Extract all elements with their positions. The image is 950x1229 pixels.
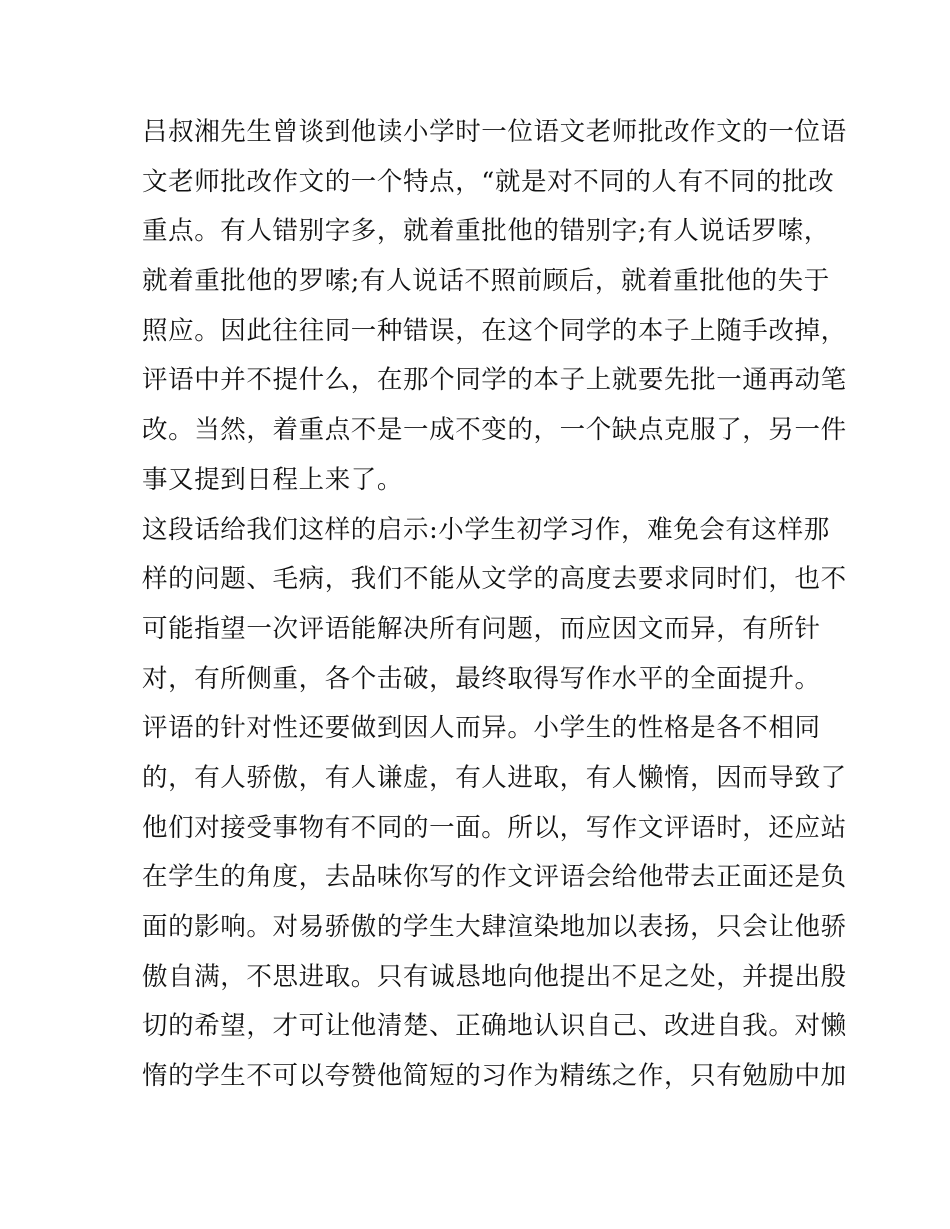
- text-line: 照应。因此往往同一种错误，在这个同学的本子上随手改掉，: [142, 315, 847, 346]
- text-line: 文老师批改作文的一个特点，“就是对不同的人有不同的批改: [142, 166, 835, 197]
- text-line: 这段话给我们这样的启示:小学生初学习作，难免会有这样那: [142, 514, 830, 545]
- text-line: 他们对接受事物有不同的一面。所以，写作文评语时，还应站: [142, 812, 847, 843]
- text-line: 事又提到日程上来了。: [142, 464, 404, 495]
- text-line: 评语的针对性还要做到因人而异。小学生的性格是各不相同: [142, 713, 821, 744]
- text-line: 改。当然，着重点不是一成不变的，一个缺点克服了，另一件: [142, 415, 847, 446]
- text-line: 吕叔湘先生曾谈到他读小学时一位语文老师批改作文的一位语: [142, 117, 847, 147]
- text-line: 面的影响。对易骄傲的学生大肆渲染地加以表扬，只会让他骄: [142, 912, 847, 942]
- body-text: [142, 108, 847, 1102]
- text-line: 惰的学生不可以夸赞他简短的习作为精练之作，只有勉励中加: [142, 1061, 847, 1092]
- text-line: 重点。有人错别字多，就着重批他的错别字;有人说话罗嗦，: [142, 216, 830, 247]
- text-line: 傲自满，不思进取。只有诚恳地向他提出不足之处，并提出殷: [142, 961, 847, 992]
- text-line: 在学生的角度，去品味你写的作文评语会给他带去正面还是负: [142, 862, 847, 893]
- text-line: 切的希望，才可让他清楚、正确地认识自己、改进自我。对懒: [142, 1011, 847, 1042]
- text-line: 就着重批他的罗嗦;有人说话不照前顾后，就着重批他的失于: [142, 266, 830, 297]
- text-line: 评语中并不提什么，在那个同学的本子上就要先批一通再动笔: [142, 365, 847, 396]
- text-line: 的，有人骄傲，有人谦虚，有人进取，有人懒惰，因而导致了: [142, 762, 847, 793]
- text-line: 样的问题、毛病，我们不能从文学的高度去要求同时们，也不: [142, 564, 847, 595]
- text-line: 可能指望一次评语能解决所有问题，而应因文而异，有所针: [142, 613, 821, 644]
- text-line: 对，有所侧重，各个击破，最终取得写作水平的全面提升。: [142, 663, 821, 694]
